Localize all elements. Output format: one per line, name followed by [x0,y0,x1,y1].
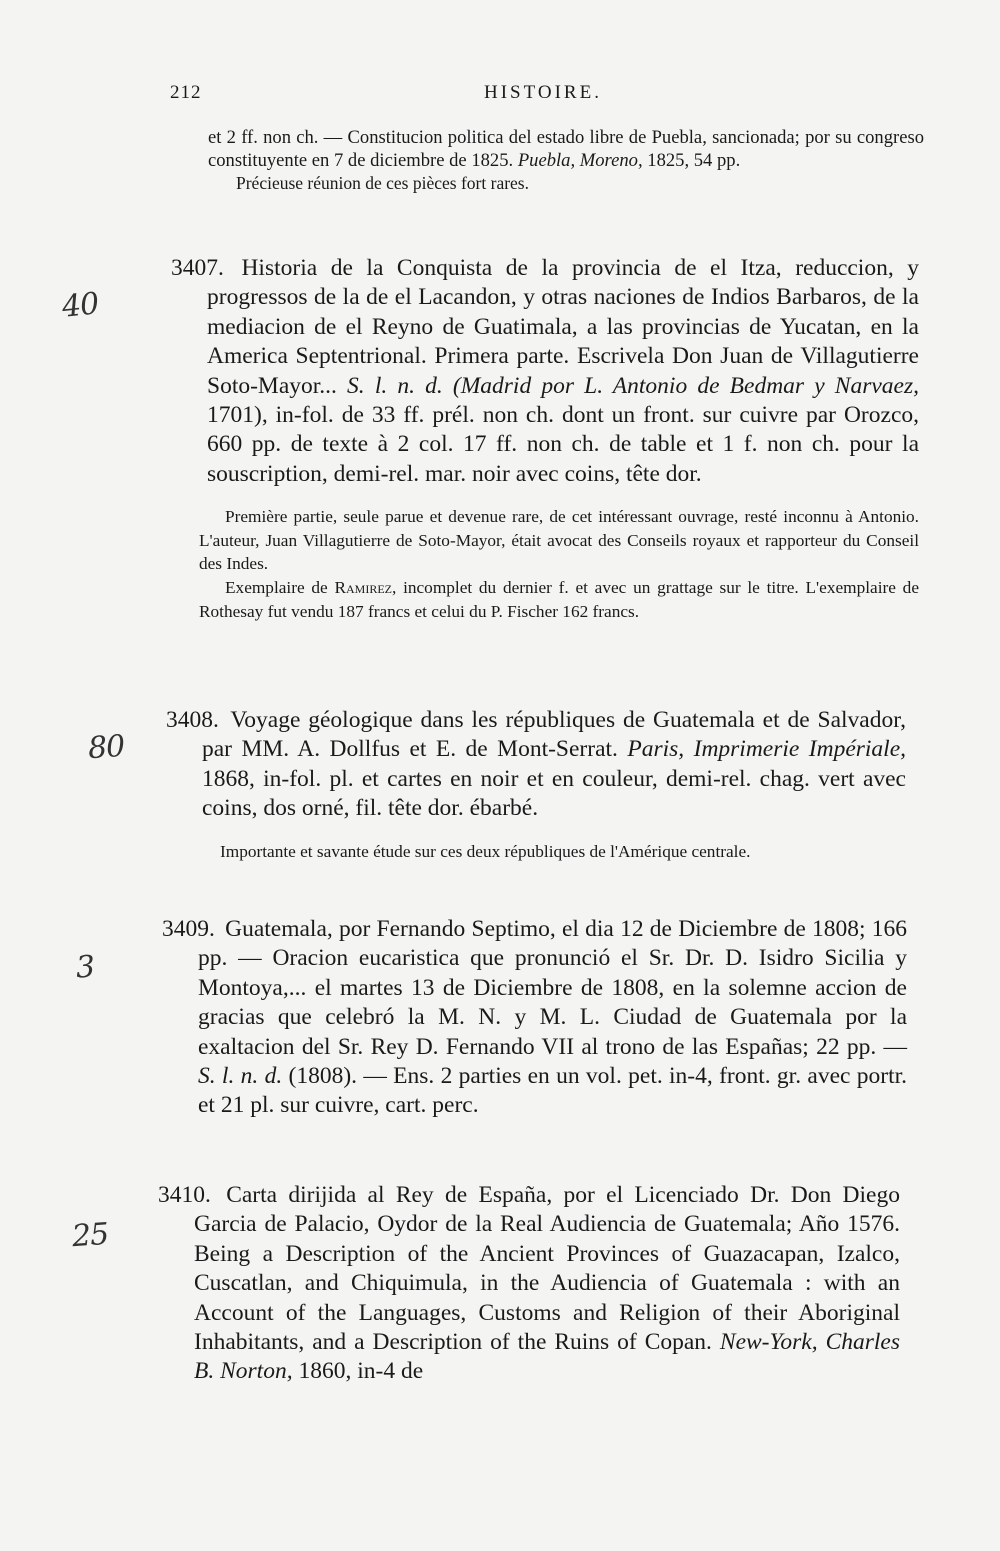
margin-price-note: 3 [74,949,96,986]
entry-description: 1868, in-fol. pl. et cartes en noir et en couleur, demi-rel. chag. vert avec coins, dos orné, fil. tête dor. ébarbé. [202,765,906,822]
continuation-body: et 2 ff. non ch. — Constitucion politica del estado libre de Puebla, sancionada; por su congreso constituyente en 7 de diciembre de 1825. [208,127,924,171]
entry-imprint: (Madrid por L. Antonio de Bedmar y Narvaez, [452,372,919,399]
section-title: HISTOIRE. [484,82,602,103]
entry-imprint-short: S. l. n. d. [347,372,443,399]
continuation-imprint: Puebla, Moreno, [517,150,643,171]
entry-imprint: Paris, Imprimerie Impériale, [627,736,907,763]
entry-note-lead: Exemplaire de [225,578,328,598]
entry-notes [166,840,906,864]
page-number: 212 [170,82,202,103]
entry-note: Importante et savante étude sur ces deux républiques de l'Amérique centrale. [220,841,751,861]
continuation-text [208,126,924,195]
entry-number: 3409. [162,916,215,942]
continuation-tail: 1825, 54 pp. [647,150,741,171]
entry-description: 1860, in-4 de [298,1358,424,1385]
entry-imprint: S. l. n. d. [198,1063,283,1090]
entry-number: 3410. [158,1182,211,1208]
entry-description: 1701), in-fol. de 33 ff. prél. non ch. dont un front. sur cuivre par Orozco, 660 pp. de texte à 2 col. 17 ff. non ch. de table et 1 f. non ch. pour la souscription, demi-rel. mar. noir avec coins, tête dor. [207,402,919,487]
margin-price-note: 80 [86,728,126,767]
catalog-entry-3408 [166,706,906,863]
entry-notes [171,505,919,623]
entry-number: 3408. [166,707,219,733]
entry-text: Carta dirijida al Rey de España, por el Licenciado Dr. Don Diego Garcia de Palacio, Oydor de la Real Audiencia de Guatemala; Año 1576. Being a Description of the Ancient Provinces of Guazacapan, Izalco, Cuscatlan, and Chiquimula, in the Audiencia of Guatemala : with an Account of the Languages, Customs and Religion of their Aboriginal Inhabitants, and a Description of the Ruins of Copan. [194,1182,900,1356]
entry-imprint: New-York, Charles B. Norton, [194,1329,900,1385]
entry-note-name: Ramirez, [334,578,397,598]
catalog-entry-3407 [171,254,919,623]
entry-text: Guatemala, por Fernando Septimo, el dia 12 de Diciembre de 1808; 166 pp. — Oracion eucaristica que pronunció el Sr. Dr. D. Isidro Sicilia y Montoya,... el martes 13 de Diciembre de 1808, en la solemne accion de gracias que celebró la M. N. y M. L. Ciudad de Guatemala por la exaltacion del Sr. Rey D. Fernando VII al trono de las Españas; 22 pp. — [198,916,908,1060]
entry-note [199,576,919,623]
margin-price-note: 25 [70,1216,110,1255]
entry-text: Historia de la Conquista de la provincia de el Itza, reduccion, y progressos de la de el Lacandon, y otras naciones de Indios Barbaros, de la mediacion de el Reyno de Guatimala, a las provincias de Yucatan, en la America Septentrional. Primera parte. Escrivela Don Juan de Villagutierre Soto-Mayor... [207,255,920,399]
entry-note: Première partie, seule parue et devenue rare, de cet intéressant ouvrage, resté inconnu à Antonio. L'auteur, Juan Villagutierre de Soto-Mayor, était avocat des Conseils royaux et rapporteur du Conseil des Indes. [199,507,919,574]
margin-price-note: 40 [60,286,100,325]
entry-note-rest: incomplet du dernier f. et avec un grattage sur le titre. L'exemplaire de Rothesay fut vendu 187 francs et celui du P. Fischer 162 francs. [199,578,919,621]
entry-number: 3407. [171,255,224,281]
entry-description: (1808). — Ens. 2 parties en un vol. pet. in-4, front. gr. avec portr. et 21 pl. sur cuivre, cart. perc. [198,1063,908,1119]
catalog-entry-3410 [158,1181,900,1387]
continuation-note: Précieuse réunion de ces pièces fort rares. [236,173,529,193]
catalog-entry-3409 [162,915,907,1121]
running-head [0,82,1000,112]
entry-text: Voyage géologique dans les républiques de Guatemala et de Salvador, par MM. A. Dollfus et E. de Mont-Serrat. [202,707,906,763]
